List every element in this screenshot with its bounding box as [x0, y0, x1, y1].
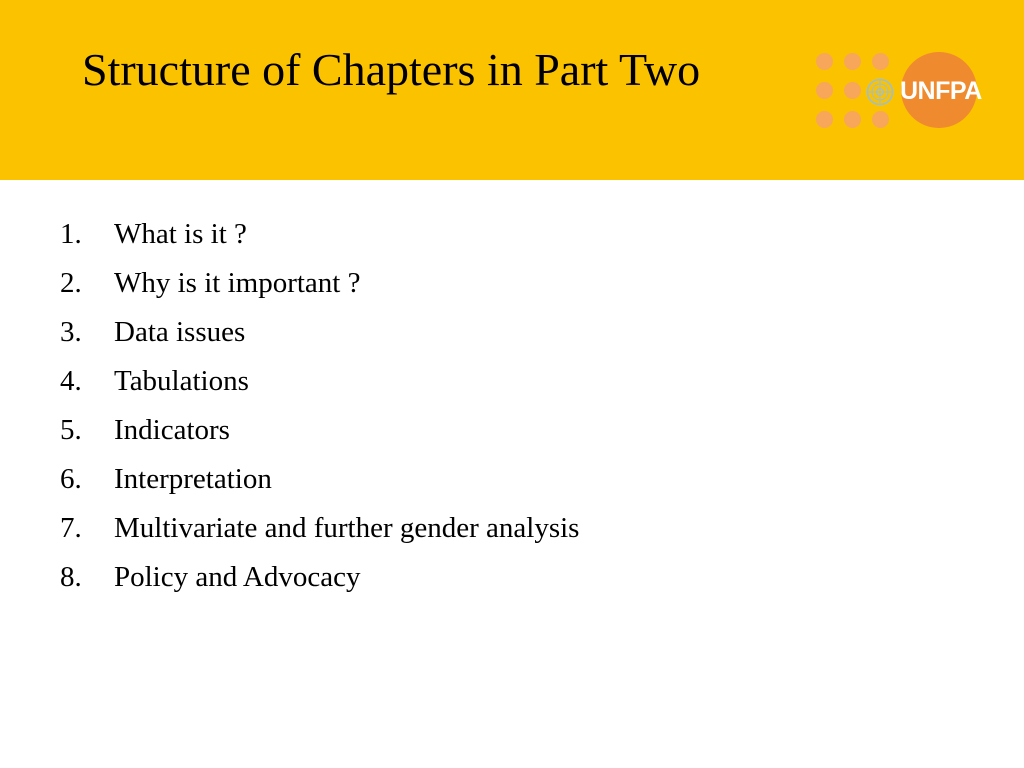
item-number: 7.: [60, 512, 82, 544]
item-label: Tabulations: [114, 365, 249, 397]
logo-dot: [816, 82, 833, 99]
list-item: [60, 308, 579, 357]
item-number: 1.: [60, 218, 82, 250]
logo-dot: [816, 111, 833, 128]
un-emblem-icon: [866, 78, 894, 106]
list-item: [60, 455, 579, 504]
item-label: Multivariate and further gender analysis: [114, 512, 580, 544]
logo-dot: [816, 53, 833, 70]
logo-dot: [844, 53, 861, 70]
list-item: [60, 406, 579, 455]
header-band: [0, 0, 1024, 180]
logo-text: UNFPA: [900, 77, 982, 105]
item-label: Policy and Advocacy: [114, 561, 361, 593]
logo-dot: [872, 53, 889, 70]
item-label: Data issues: [114, 316, 246, 348]
item-number: 6.: [60, 463, 82, 495]
logo-dot: [844, 111, 861, 128]
list-item: [60, 357, 579, 406]
item-number: 4.: [60, 365, 82, 397]
item-number: 5.: [60, 414, 82, 446]
item-label: Indicators: [114, 414, 230, 446]
item-label: Why is it important ?: [114, 267, 361, 299]
item-label: What is it ?: [114, 218, 247, 250]
list-item: [60, 210, 579, 259]
item-number: 3.: [60, 316, 82, 348]
list-item: [60, 504, 579, 553]
list-item: [60, 259, 579, 308]
item-label: Interpretation: [114, 463, 272, 495]
slide-title: Structure of Chapters in Part Two: [82, 44, 701, 95]
item-number: 2.: [60, 267, 82, 299]
list-item: [60, 553, 579, 602]
chapter-list: [60, 210, 579, 602]
unfpa-logo: [812, 48, 984, 134]
logo-dot: [844, 82, 861, 99]
logo-dot: [872, 111, 889, 128]
item-number: 8.: [60, 561, 82, 593]
